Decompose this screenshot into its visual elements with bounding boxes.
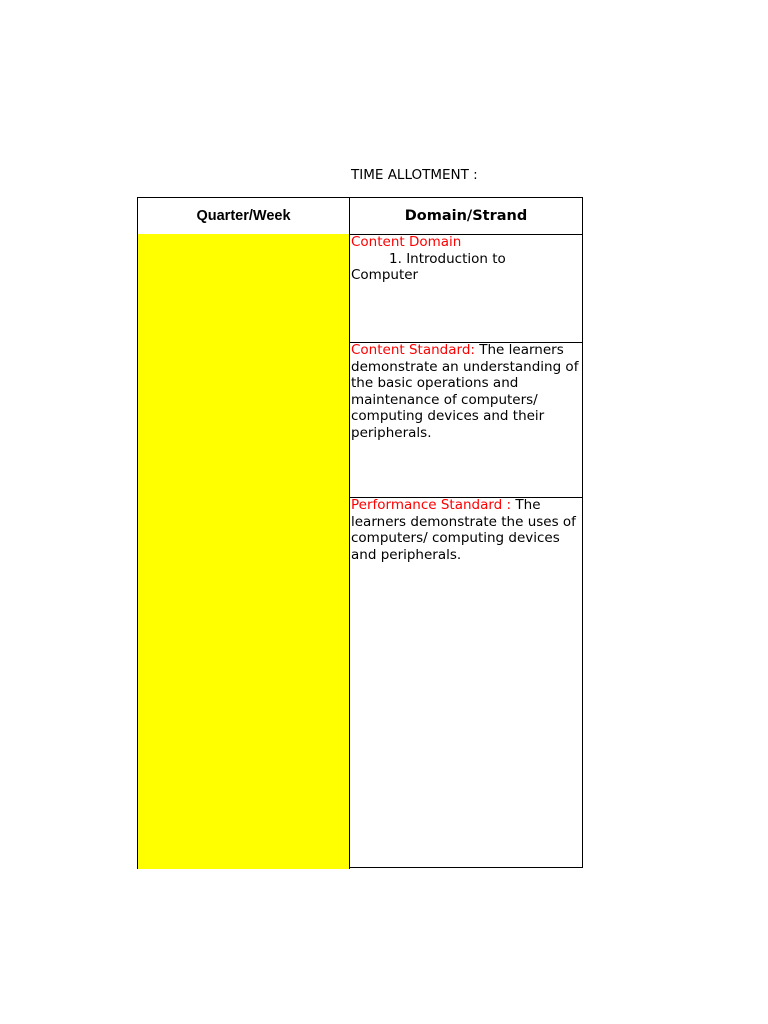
content-standard-cell	[349, 342, 583, 498]
content-domain-item-text-cont: Computer	[351, 267, 419, 284]
performance-standard-label: Performance Standard :	[351, 497, 512, 513]
content-standard-label: Content Standard:	[351, 342, 475, 358]
curriculum-table	[137, 197, 583, 869]
content-domain-item-number: 1.	[389, 250, 402, 267]
quarter-week-cell	[137, 234, 350, 869]
time-allotment-label: TIME ALLOTMENT :	[351, 167, 478, 183]
domain-strand-header: Domain/Strand	[349, 197, 583, 235]
content-domain-label: Content Domain	[351, 234, 462, 250]
content-domain-item-line	[351, 251, 506, 268]
content-standard-text: The learners demonstrate an understanding of the basic operations and maintenance of computers/ computing devices and their peripherals.	[351, 342, 579, 441]
content-domain-item-text: Introduction to	[406, 250, 506, 267]
quarter-week-header: Quarter/Week	[137, 197, 350, 235]
performance-standard-text: The learners demonstrate the uses of computers/ computing devices and peripherals.	[351, 497, 576, 563]
performance-standard-cell	[349, 497, 583, 868]
content-domain-cell	[349, 234, 583, 343]
